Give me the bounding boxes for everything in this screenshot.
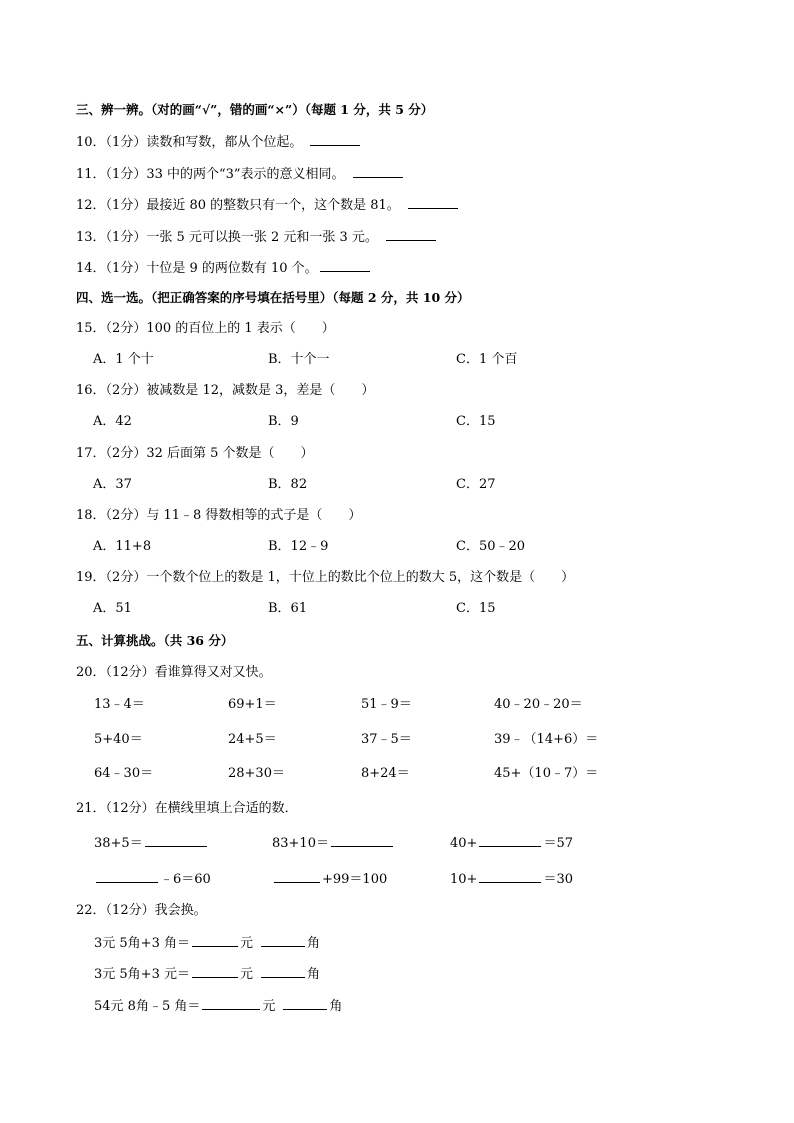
calc-item: 13﹣4＝ xyxy=(94,697,145,712)
section-5-title: 五、计算挑战。（共 36 分） xyxy=(76,633,234,648)
fill-item xyxy=(450,870,573,888)
fill-expression: 40+ xyxy=(450,836,478,851)
option-b[interactable]: B．9 xyxy=(268,414,299,429)
question-10-text: 10．（1分）读数和写数，都从个位起。 xyxy=(76,135,303,150)
calc-item: 40﹣20﹣20＝ xyxy=(494,697,583,712)
answer-blank[interactable] xyxy=(479,870,541,883)
question-10 xyxy=(76,133,362,151)
question-22-stem: 22．（12分）我会换。 xyxy=(76,903,207,918)
calc-item: 69+1＝ xyxy=(228,697,277,712)
option-b[interactable]: B．十个一 xyxy=(268,352,330,367)
answer-blank[interactable] xyxy=(274,870,320,883)
option-c[interactable]: C．15 xyxy=(456,601,496,616)
option-c[interactable]: C．15 xyxy=(456,414,496,429)
answer-blank[interactable] xyxy=(310,133,360,146)
fill-expression: 38+5＝ xyxy=(94,836,143,851)
yuan-unit: 元 xyxy=(239,936,253,951)
option-b[interactable]: B．12﹣9 xyxy=(268,539,329,554)
exchange-expression: 3元 5角+3 元＝ xyxy=(94,967,190,982)
fill-item xyxy=(450,834,573,852)
calc-item: 64﹣30＝ xyxy=(94,766,154,781)
calc-item: 37﹣5＝ xyxy=(361,732,412,747)
option-c[interactable]: C．27 xyxy=(456,477,496,492)
question-18-stem: 18．（2分）与 11﹣8 得数相等的式子是（ ） xyxy=(76,508,362,523)
option-b[interactable]: B．61 xyxy=(268,601,308,616)
question-11 xyxy=(76,165,405,183)
question-15-stem: 15．（2分）100 的百位上的 1 表示（ ） xyxy=(76,321,335,336)
exchange-expression: 3元 5角+3 角＝ xyxy=(94,936,190,951)
calc-item: 51﹣9＝ xyxy=(361,697,412,712)
answer-blank[interactable] xyxy=(283,997,327,1010)
option-a[interactable]: A．37 xyxy=(93,477,132,492)
jiao-unit: 角 xyxy=(307,967,321,982)
answer-blank[interactable] xyxy=(261,965,305,978)
answer-blank[interactable] xyxy=(192,965,238,978)
answer-blank[interactable] xyxy=(331,834,393,847)
option-c[interactable]: C．1 个百 xyxy=(456,352,518,367)
question-14 xyxy=(76,259,372,277)
yuan-unit: 元 xyxy=(239,967,253,982)
answer-blank[interactable] xyxy=(145,834,207,847)
exchange-item xyxy=(94,934,320,952)
answer-blank[interactable] xyxy=(479,834,541,847)
calc-item: 28+30＝ xyxy=(228,766,285,781)
question-12-text: 12．（1分）最接近 80 的整数只有一个，这个数是 81。 xyxy=(76,198,400,213)
question-13 xyxy=(76,228,438,246)
answer-blank[interactable] xyxy=(320,259,370,272)
option-a[interactable]: A．42 xyxy=(93,414,132,429)
fill-item xyxy=(272,870,387,888)
question-17-stem: 17．（2分）32 后面第 5 个数是（ ） xyxy=(76,446,314,461)
calc-item: 8+24＝ xyxy=(361,766,410,781)
answer-blank[interactable] xyxy=(192,934,238,947)
fill-expression: ﹣6＝60 xyxy=(160,872,211,887)
answer-blank[interactable] xyxy=(261,934,305,947)
question-12 xyxy=(76,196,460,214)
fill-expression: 83+10＝ xyxy=(272,836,329,851)
section-4-title: 四、选一选。（把正确答案的序号填在括号里）（每题 2 分，共 10 分） xyxy=(76,290,470,305)
option-a[interactable]: A．1 个十 xyxy=(93,352,154,367)
answer-blank[interactable] xyxy=(408,196,458,209)
fill-item xyxy=(94,834,209,852)
option-c[interactable]: C．50﹣20 xyxy=(456,539,526,554)
fill-item xyxy=(272,834,395,852)
answer-blank[interactable] xyxy=(202,997,260,1010)
question-21-stem: 21．（12分）在横线里填上合适的数． xyxy=(76,801,298,816)
question-16-stem: 16．（2分）被减数是 12，减数是 3，差是（ ） xyxy=(76,383,375,398)
calc-item: 39﹣（14+6）＝ xyxy=(494,732,599,747)
fill-expression: ＝57 xyxy=(543,836,573,851)
option-a[interactable]: A．51 xyxy=(93,601,132,616)
jiao-unit: 角 xyxy=(329,999,343,1014)
fill-expression: 10+ xyxy=(450,872,478,887)
jiao-unit: 角 xyxy=(307,936,321,951)
answer-blank[interactable] xyxy=(96,870,158,883)
option-a[interactable]: A．11+8 xyxy=(93,539,152,554)
answer-blank[interactable] xyxy=(353,165,403,178)
exchange-item xyxy=(94,965,320,983)
fill-expression: ＝30 xyxy=(543,872,573,887)
yuan-unit: 元 xyxy=(262,999,276,1014)
calc-item: 45+（10﹣7）＝ xyxy=(494,766,599,781)
exchange-item xyxy=(94,997,342,1015)
section-3-title: 三、辨一辨。（对的画“√”，错的画“×”）（每题 1 分，共 5 分） xyxy=(76,102,434,117)
question-13-text: 13．（1分）一张 5 元可以换一张 2 元和一张 3 元。 xyxy=(76,230,378,245)
fill-item xyxy=(94,870,211,888)
question-19-stem: 19．（2分）一个数个位上的数是 1，十位上的数比个位上的数大 5，这个数是（ ） xyxy=(76,570,575,585)
calc-item: 24+5＝ xyxy=(228,732,277,747)
question-20-stem: 20．（12分）看谁算得又对又快。 xyxy=(76,665,272,680)
option-b[interactable]: B．82 xyxy=(268,477,308,492)
exchange-expression: 54元 8角﹣5 角＝ xyxy=(94,999,201,1014)
answer-blank[interactable] xyxy=(386,228,436,241)
fill-expression: +99＝100 xyxy=(322,872,388,887)
question-11-text: 11．（1分）33 中的两个“3”表示的意义相同。 xyxy=(76,167,345,182)
question-14-text: 14．（1分）十位是 9 的两位数有 10 个。 xyxy=(76,261,318,276)
calc-item: 5+40＝ xyxy=(94,732,143,747)
